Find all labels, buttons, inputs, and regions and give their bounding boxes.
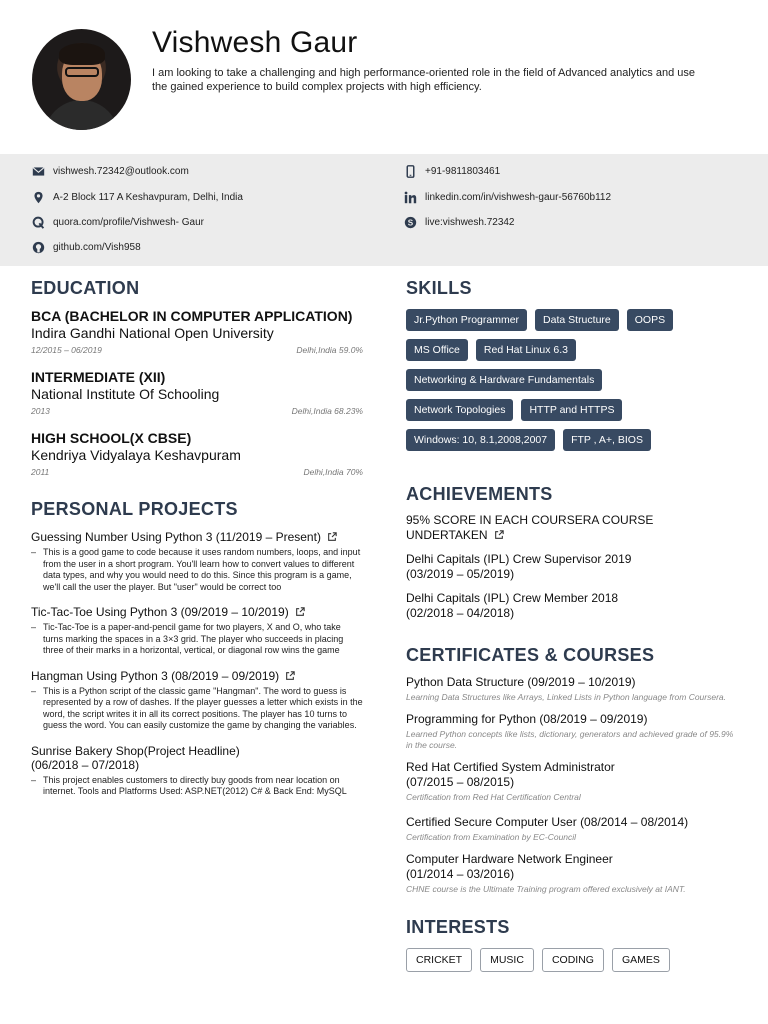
projects-heading: PERSONAL PROJECTS xyxy=(31,499,238,519)
skill-chip: MS Office xyxy=(406,339,468,361)
project-description: This is a Python script of the classic game "Hangman". The word to guess is represented by a row of dashes. If the player guesses a letter which exists in the word, the script writes it in all its correct positions. The player has 10 turns to guess the word. You can easily customize the game by changing the variables. xyxy=(43,685,363,730)
left-column xyxy=(31,266,363,798)
achievement-dates: (03/2019 – 05/2019) xyxy=(406,567,515,581)
contact-skype-text: live:vishwesh.72342 xyxy=(425,216,515,228)
project-description: This project enables customers to directly buy goods from near location on internet. Tools and Platforms Used: ASP.NET(2012) C# & Back End: MySQL xyxy=(43,774,347,796)
project-title: Hangman Using Python 3 (08/2019 – 09/2019) xyxy=(31,668,280,683)
interest-tag: GAMES xyxy=(612,948,670,972)
achievement-title-cont: UNDERTAKEN xyxy=(406,528,488,542)
skill-chip: Networking & Hardware Fundamentals xyxy=(406,369,602,391)
contact-github-text: github.com/Vish958 xyxy=(53,241,141,253)
achievement-entry xyxy=(406,513,742,543)
education-heading: EDUCATION xyxy=(31,278,140,298)
skills-heading: SKILLS xyxy=(406,278,472,298)
contact-quora[interactable] xyxy=(31,215,204,229)
achievement-title: 95% SCORE IN EACH COURSERA COURSE xyxy=(406,513,654,527)
project-entry: Guessing Number Using Python 3 (11/2019 – Present) – This is a good game to code because it uses random numbers, loops, and input from the user in a short program. You'll learn how to convert values to different data types, and why you would need to do this. Since this program is a game, we'll call the user the player. But "user" would be correct too xyxy=(31,530,363,593)
envelope-icon xyxy=(31,164,45,178)
education-school: National Institute Of Schooling xyxy=(31,386,220,402)
project-title: Tic-Tac-Toe Using Python 3 (09/2019 – 10/2019) xyxy=(31,605,289,619)
project-entry: Tic-Tac-Toe Using Python 3 (09/2019 – 10/2019) – Tic-Tac-Toe is a paper-and-pencil game for two players, X and O, who take turns marking the spaces in a 3×3 grid. The player who succeeds in placing three of their marks in a horizontal, vertical, or diagonal row wins the game xyxy=(31,605,363,657)
contact-linkedin[interactable] xyxy=(403,190,611,204)
contact-quora-text: quora.com/profile/Vishwesh- Gaur xyxy=(53,216,204,228)
contact-github[interactable] xyxy=(31,240,141,254)
certificate-description: Certification from Examination by EC-Council xyxy=(406,832,577,842)
education-date: 12/2015 – 06/2019 xyxy=(31,345,102,355)
contact-band xyxy=(0,154,768,266)
certificate-title: Certified Secure Computer User (08/2014 – 08/2014) xyxy=(406,815,689,829)
skype-icon xyxy=(403,215,417,229)
education-entry xyxy=(31,308,363,355)
profile-photo xyxy=(32,29,131,130)
skill-chip: Network Topologies xyxy=(406,399,513,421)
education-date: 2011 xyxy=(31,467,50,477)
contact-address xyxy=(31,190,243,204)
certificate-title: Programming for Python (08/2019 – 09/2019) xyxy=(406,712,648,726)
certificate-description: Learning Data Structures like Arrays, Linked Lists in Python language from Coursera. xyxy=(406,692,727,702)
achievements-heading: ACHIEVEMENTS xyxy=(406,484,553,504)
resume-header xyxy=(0,0,768,154)
skill-chip: Jr.Python Programmer xyxy=(406,309,527,331)
certificate-entry xyxy=(406,815,742,843)
achievement-title: Delhi Capitals (IPL) Crew Member 2018 xyxy=(406,591,619,605)
interests-heading: INTERESTS xyxy=(406,917,510,937)
interest-tag: CRICKET xyxy=(406,948,472,972)
achievement-entry xyxy=(406,552,742,582)
external-link-icon[interactable] xyxy=(285,671,295,681)
mobile-phone-icon xyxy=(403,164,417,178)
candidate-name: Vishwesh Gaur xyxy=(152,26,358,59)
education-school: Kendriya Vidyalaya Keshavpuram xyxy=(31,447,241,463)
contact-linkedin-text: linkedin.com/in/vishwesh-gaur-56760b112 xyxy=(425,191,612,203)
skill-chip: Data Structure xyxy=(535,309,619,331)
summary-text: I am looking to take a challenging and high performance-oriented role in the field of Advanced analytics and use the gained experience to build complex projects with high efficiency. xyxy=(152,67,696,93)
certificates-heading: CERTIFICATES & COURSES xyxy=(406,645,655,665)
linkedin-icon xyxy=(403,190,417,204)
certificate-description: Certification from Red Hat Certification Central xyxy=(406,792,581,802)
certificate-title: Computer Hardware Network Engineer xyxy=(406,852,613,866)
contact-address-text: A-2 Block 117 A Keshavpuram, Delhi, India xyxy=(53,191,243,203)
education-degree: INTERMEDIATE (XII) xyxy=(31,369,166,385)
project-dates: (06/2018 – 07/2018) xyxy=(31,757,140,772)
project-title: Guessing Number Using Python 3 (11/2019 – Present) xyxy=(31,530,321,544)
github-icon xyxy=(31,240,45,254)
skill-chip: Windows: 10, 8.1,2008,2007 xyxy=(406,429,555,451)
certificate-entry xyxy=(406,712,742,751)
education-location: Delhi,India 59.0% xyxy=(296,345,363,355)
education-location: Delhi,India 70% xyxy=(303,467,363,477)
certificate-description: CHNE course is the Ultimate Training program offered exclusively at IANT. xyxy=(406,884,686,894)
interest-tag: CODING xyxy=(542,948,604,972)
contact-skype[interactable] xyxy=(403,215,515,229)
project-entry: Hangman Using Python 3 (08/2019 – 09/2019) – This is a Python script of the classic game "Hangman". The word to guess is represented by a row of dashes. If the player guesses a letter which exists in the word, the script writes it in all its correct positions. The player has 10 turns to guess the word. You can easily customize the game by changing the variables. xyxy=(31,668,363,730)
certificate-entry xyxy=(406,760,742,803)
certificate-title: Python Data Structure (09/2019 – 10/2019) xyxy=(406,675,636,689)
skill-chip: FTP , A+, BIOS xyxy=(563,429,651,451)
achievement-dates: (02/2018 – 04/2018) xyxy=(406,606,515,620)
education-location: Delhi,India 68.23% xyxy=(291,406,363,416)
education-degree: HIGH SCHOOL(X CBSE) xyxy=(31,430,192,446)
certificate-entry xyxy=(406,675,742,703)
right-column xyxy=(406,266,742,972)
project-description: Tic-Tac-Toe is a paper-and-pencil game for two players, X and O, who take turns marking the spaces in a 3×3 grid. The player who succeeds in placing three of their marks in a horizontal, vertical, or diagonal row wins the game xyxy=(43,622,344,655)
achievement-entry xyxy=(406,591,742,621)
certificate-title: Red Hat Certified System Administrator xyxy=(406,760,615,774)
achievement-title: Delhi Capitals (IPL) Crew Supervisor 2019 xyxy=(406,552,632,566)
project-title: Sunrise Bakery Shop(Project Headline) xyxy=(31,743,240,758)
external-link-icon[interactable] xyxy=(295,607,305,617)
contact-email-text: vishwesh.72342@outlook.com xyxy=(53,165,189,177)
contact-phone[interactable] xyxy=(403,164,500,178)
quora-icon xyxy=(31,215,45,229)
project-description: This is a good game to code because it uses random numbers, loops, and input from the user in a short program. You'll learn how to convert values to different data types, and why you would need to do this. Since this program is a game, we'll call the user the player. But "user" would be correct too xyxy=(43,547,361,592)
contact-phone-text: +91-9811803461 xyxy=(425,165,501,177)
skill-chip: Red Hat Linux 6.3 xyxy=(476,339,576,361)
education-date: 2013 xyxy=(31,406,50,416)
svg-text:S: S xyxy=(407,217,413,227)
certificate-description: Learned Python concepts like lists, dictionary, generators and achieved grade of 95.9% in the course. xyxy=(406,729,734,750)
certificate-entry xyxy=(406,852,742,895)
contact-email[interactable] xyxy=(31,164,189,178)
location-pin-icon xyxy=(31,190,45,204)
skills-list xyxy=(406,309,742,459)
education-degree: BCA (BACHELOR IN COMPUTER APPLICATION) xyxy=(31,308,353,324)
interest-tag: MUSIC xyxy=(480,948,534,972)
skill-chip: HTTP and HTTPS xyxy=(521,399,622,421)
certificate-dates: (01/2014 – 03/2016) xyxy=(406,867,515,881)
skill-chip: OOPS xyxy=(627,309,673,331)
education-entry xyxy=(31,369,363,416)
certificate-dates: (07/2015 – 08/2015) xyxy=(406,775,515,789)
project-entry: Sunrise Bakery Shop(Project Headline) (06/2018 – 07/2018) – This project enables customers to directly buy goods from near location on internet. Tools and Platforms Used: ASP.NET(2012) C# & Back End: MySQL xyxy=(31,744,363,798)
interests-list xyxy=(406,948,742,972)
education-school: Indira Gandhi National Open University xyxy=(31,325,274,341)
external-link-icon[interactable] xyxy=(494,530,504,540)
education-entry xyxy=(31,430,363,477)
external-link-icon[interactable] xyxy=(327,532,337,542)
